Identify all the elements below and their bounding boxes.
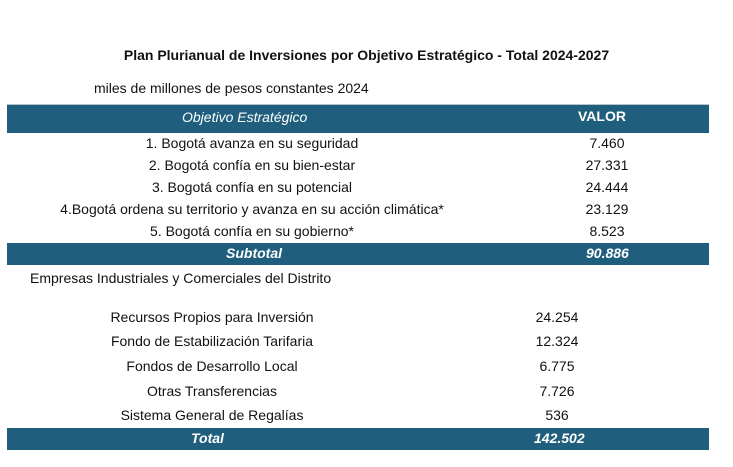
- source-value: 7.726: [539, 383, 575, 399]
- objective-name: 1. Bogotá avanza en su seguridad: [145, 135, 359, 151]
- table-row: [7, 404, 709, 428]
- subtotal-label: Subtotal: [226, 245, 282, 261]
- objective-column-header: Objetivo Estratégico: [182, 109, 308, 125]
- table-row: [7, 330, 709, 354]
- table-row: [7, 176, 709, 198]
- objective-name: 4.Bogotá ordena su territorio y avanza en su acción climática*: [60, 201, 444, 217]
- objective-value: 27.331: [585, 157, 629, 173]
- table-row: [7, 132, 709, 154]
- section-title: Empresas Industriales y Comerciales del Distrito: [30, 270, 332, 286]
- source-name: Recursos Propios para Inversión: [110, 309, 314, 325]
- source-value: 12.324: [535, 333, 579, 349]
- objective-name: 3. Bogotá confía en su potencial: [151, 179, 353, 195]
- total-value: 142.502: [534, 430, 585, 446]
- source-name: Otras Transferencias: [147, 383, 277, 399]
- objective-value: 8.523: [589, 223, 625, 239]
- total-label: Total: [191, 430, 224, 446]
- total-row: [7, 428, 709, 450]
- table-row: [7, 380, 709, 404]
- source-name: Sistema General de Regalías: [120, 407, 304, 423]
- source-name: Fondos de Desarrollo Local: [126, 358, 298, 374]
- objective-name: 5. Bogotá confía en su gobierno*: [150, 223, 354, 239]
- subtotal-row: [7, 243, 709, 265]
- objective-name: 2. Bogotá confía en su bien-estar: [148, 157, 356, 173]
- table-row: [7, 220, 709, 242]
- objective-value: 24.444: [585, 179, 629, 195]
- source-value: 24.254: [535, 309, 579, 325]
- units-note: miles de millones de pesos constantes 2024: [94, 80, 369, 96]
- source-value: 6.775: [539, 358, 575, 374]
- table-row: [7, 355, 709, 379]
- source-name: Fondo de Estabilización Tarifaria: [110, 333, 314, 349]
- table-header: [7, 104, 709, 133]
- value-column-header: VALOR: [578, 108, 626, 124]
- objective-value: 7.460: [589, 135, 625, 151]
- source-value: 536: [545, 407, 569, 423]
- objective-value: 23.129: [585, 201, 629, 217]
- table-row: [7, 154, 709, 176]
- page-title: Plan Plurianual de Inversiones por Objetivo Estratégico - Total 2024-2027: [123, 47, 610, 63]
- table-row: [7, 306, 709, 330]
- table-row: [7, 198, 709, 220]
- subtotal-value: 90.886: [586, 245, 629, 261]
